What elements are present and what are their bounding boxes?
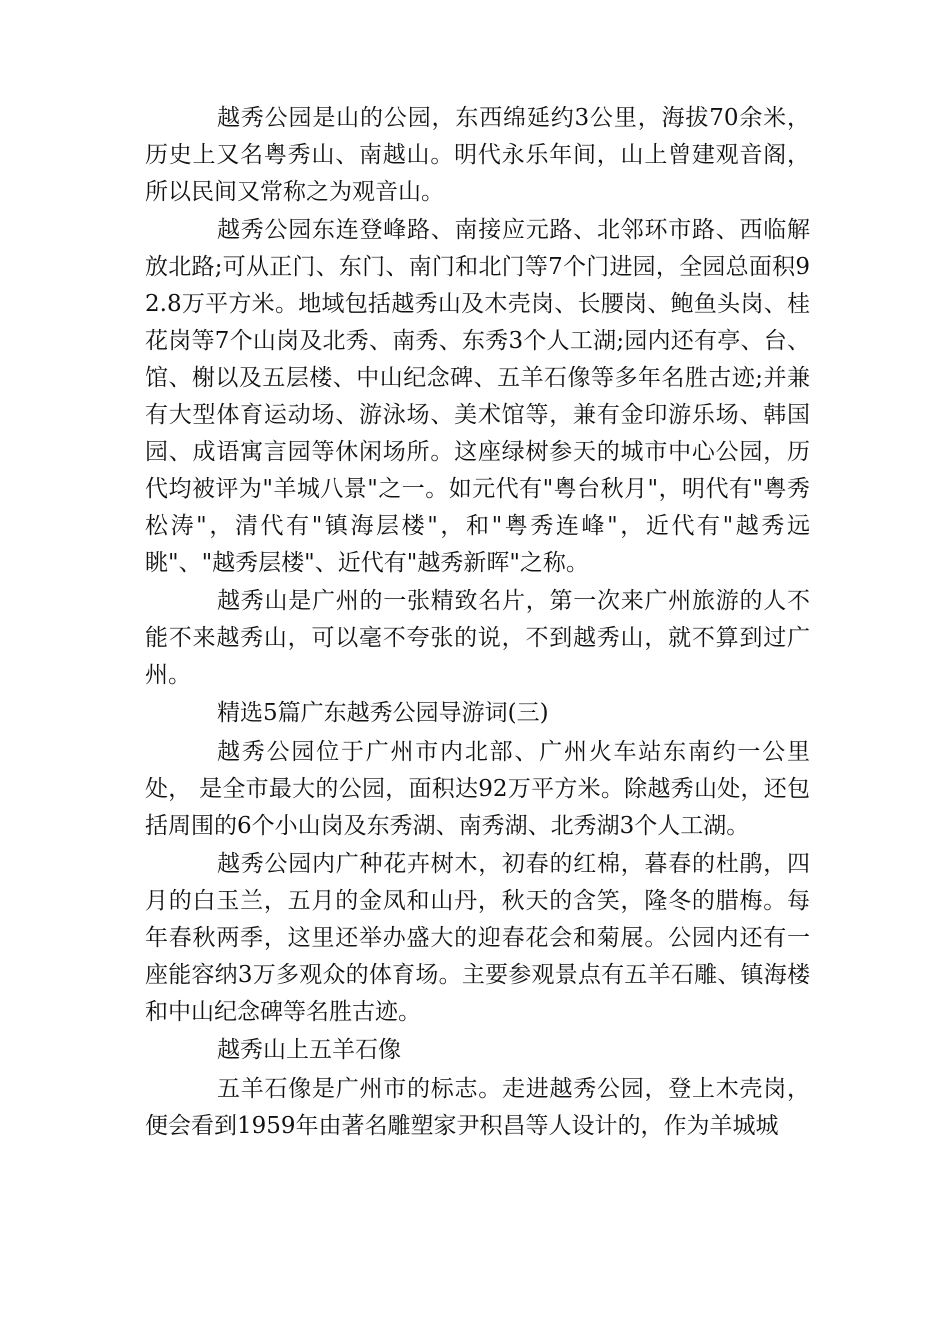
paragraph-intro: 越秀公园是山的公园，东西绵延约3公里，海拔70余米，历史上又名粤秀山、南越山。明代永乐年间，山上曾建观音阁，所以民间又常称之为观音山。 [145, 105, 810, 205]
paragraph-name-card: 越秀山是广州的一张精致名片，第一次来广州旅游的人不能不来越秀山，可以毫不夸张的说，不到越秀山，就不算到过广州。 [145, 588, 810, 688]
paragraph-location: 越秀公园东连登峰路、南接应元路、北邻环市路、西临解放北路;可从正门、东门、南门和北门等7个门进园，全园总面积92.8万平方米。地域包括越秀山及木壳岗、长腰岗、鲍鱼头岗、桂花岗等7个山岗及北秀、南秀、东秀3个人工湖;园内还有亭、台、馆、榭以及五层楼、中山纪念碑、五羊石像等多年名胜古迹;并兼有大型体育运动场、游泳场、美术馆等，兼有金印游乐场、韩国园、成语寓言园等休闲场所。这座绿树参天的城市中心公园，历代均被评为"羊城八景"之一。如元代有"粤台秋月"，明代有"粤秀松涛"，清代有"镇海层楼"，和"粤秀连峰"，近代有"越秀远眺"、"越秀层楼"、近代有"越秀新晖"之称。 [145, 217, 810, 576]
paragraph-park-position: 越秀公园位于广州市内北部、广州火车站东南约一公里处， 是全市最大的公园，面积达92万平方米。除越秀山处，还包括周围的6个小山岗及东秀湖、南秀湖、北秀湖3个人工湖。 [145, 739, 810, 839]
section-title: 精选5篇广东越秀公园导游词(三) [217, 700, 549, 726]
paragraph-flowers: 越秀公园内广种花卉树木，初春的红棉，暮春的杜鹃，四月的白玉兰，五月的金凤和山丹，秋天的含笑，隆冬的腊梅。每年春秋两季，这里还举办盛大的迎春花会和菊展。公园内还有一座能容纳3万多观众的体育场。主要参观景点有五羊石雕、镇海楼和中山纪念碑等名胜古迹。 [145, 851, 810, 1025]
document-body [145, 100, 810, 1146]
subheading-five-rams: 越秀山上五羊石像 [217, 1037, 401, 1063]
paragraph-five-rams: 五羊石像是广州市的标志。走进越秀公园，登上木壳岗，便会看到1959年由著名雕塑家尹积昌等人设计的，作为羊城城 [145, 1076, 810, 1139]
